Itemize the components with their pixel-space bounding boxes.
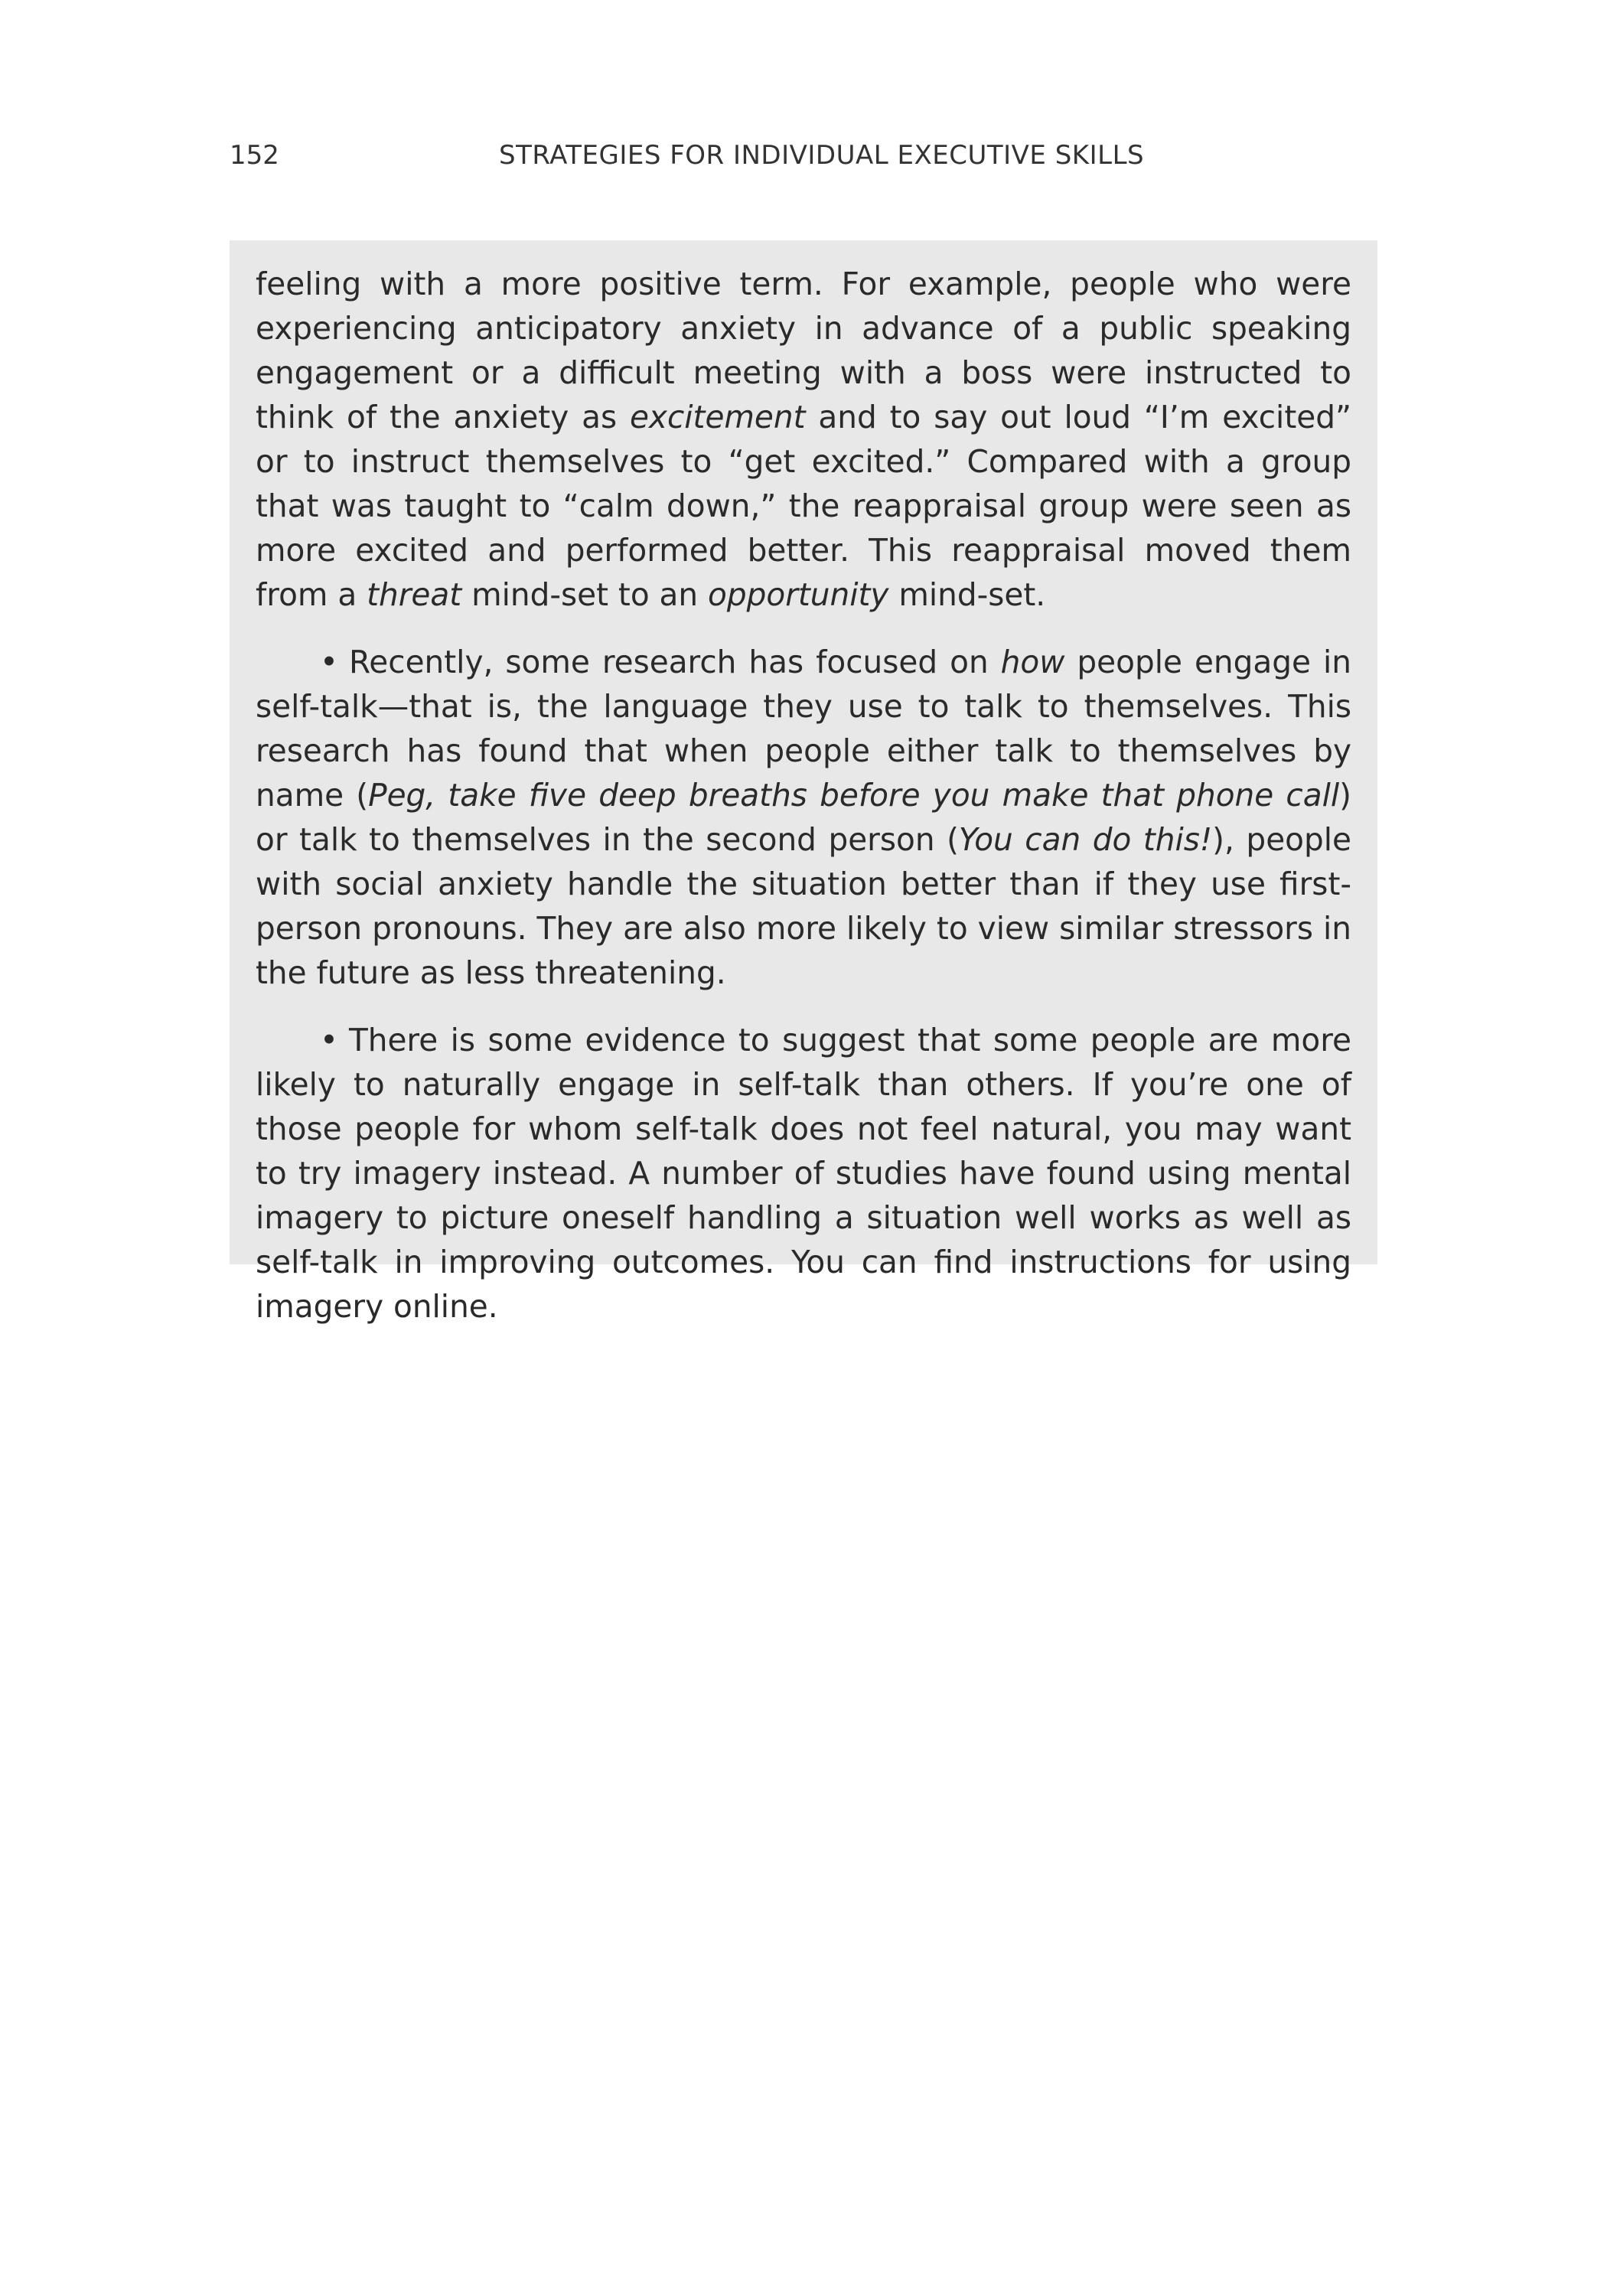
text-run: and to say out loud “I’m excited” or to instruct themselves to “get excited.” Compared with a group that was taught to “calm down,” the reappraisal group were seen as more excited and performed better. This reappraisal moved them from a [256, 399, 1351, 613]
text-run: There is some evidence to suggest that some people are more likely to naturally engage in self-talk than others. If you’re one of those people for whom self-talk does not feel natural, you may want to try imagery instead. A number of studies have found using mental imagery to picture oneself handling a situation well works as well as self-talk in improving outcomes. You can find instructions for using imagery online. [256, 1022, 1351, 1325]
text-run: mind-set to an [461, 576, 709, 613]
emphasis-opportunity: opportunity [708, 576, 889, 613]
paragraph-imagery [256, 1018, 1351, 1329]
paragraph-self-talk [256, 640, 1351, 995]
emphasis-excitement: excitement [629, 399, 806, 435]
running-title: STRATEGIES FOR INDIVIDUAL EXECUTIVE SKILLS [499, 140, 1145, 171]
running-head [230, 136, 1377, 174]
text-run: feeling with a more positive term. For example, people who were experiencing anticipatory anxiety in advance of a public speaking engagement or a difficult meeting with a boss were instructed to think of the anxiety as [256, 266, 1351, 435]
emphasis-example-second-person: You can do this! [958, 821, 1213, 858]
bullet-icon: • [320, 644, 338, 680]
text-run: ), people with social anxiety handle the situation better than if they use first-person pronouns. They are also more likely to view similar stressors in the future as less threatening. [256, 821, 1351, 991]
text-run: mind-set. [888, 576, 1046, 613]
text-run: ) or talk to themselves in the second person ( [256, 777, 1351, 858]
emphasis-threat: threat [367, 576, 462, 613]
sidebar-box [230, 240, 1377, 1325]
paragraph-reappraisal [256, 262, 1351, 617]
text-run: people engage in self-talk—that is, the language they use to talk to themselves. This research has found that when people either talk to themselves by name ( [256, 644, 1351, 814]
emphasis-example-name: Peg, take five deep breaths before you make that phone call [368, 777, 1340, 814]
bullet-icon: • [320, 1022, 338, 1058]
emphasis-how: how [1000, 644, 1065, 680]
text-run: Recently, some research has focused on [348, 644, 1001, 680]
page-number: 152 [230, 140, 279, 171]
